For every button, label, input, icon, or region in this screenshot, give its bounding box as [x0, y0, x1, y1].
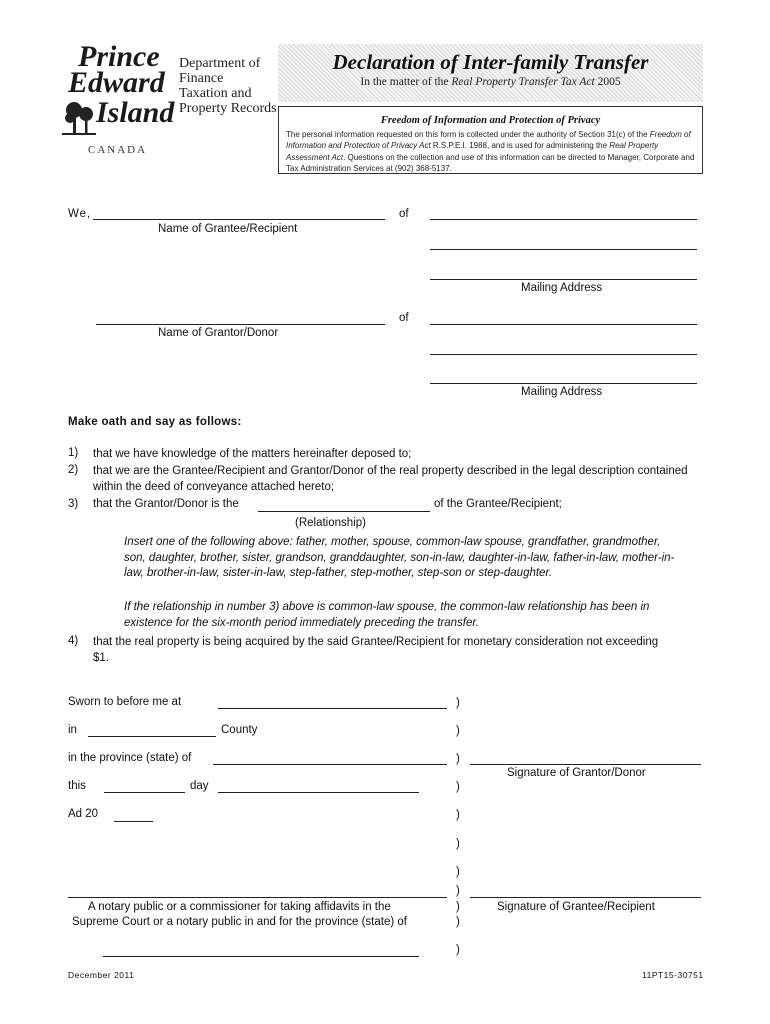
- grantee-name-label: Name of Grantee/Recipient: [158, 223, 298, 235]
- paren-1: ): [456, 697, 460, 709]
- relationship-label: (Relationship): [295, 517, 366, 529]
- privacy-text: The personal information requested on this form is collected under the authority of Section 31(c) of the Freedom of Information and Protection of Privacy Act R.S.P.E.I. 1988, and is used for administering the Real Property Assessment Act. Questions on the collection and use of this information can be directed to Manager, Corporate and Tax Administration Services at (902) 368-5137.: [286, 130, 695, 173]
- item1-number: 1): [68, 447, 79, 459]
- grantor-address-field-2[interactable]: [430, 354, 697, 355]
- department-block: [179, 56, 277, 116]
- notary-line-2: Supreme Court or a notary public in and for the province (state) of: [72, 916, 407, 928]
- grantee-of-label: of: [399, 208, 409, 220]
- oath-heading: Make oath and say as follows:: [68, 416, 242, 428]
- notary-signature-field[interactable]: [68, 897, 447, 898]
- dept-line4: Property Records: [179, 101, 277, 116]
- paren-11: ): [456, 944, 460, 956]
- item2-text: that we are the Grantee/Recipient and Grantor/Donor of the real property described in the legal description contained within the deed of conveyance attached hereto;: [93, 465, 688, 493]
- item1-text: that we have knowledge of the matters hereinafter deposed to;: [93, 448, 412, 460]
- paren-8: ): [456, 885, 460, 897]
- item3-text-a: that the Grantor/Donor is the: [93, 498, 239, 510]
- county-field[interactable]: [88, 736, 216, 737]
- item4-text: that the real property is being acquired by the said Grantee/Recipient for monetary consideration not exceeding $1.: [93, 636, 659, 664]
- tree-icon: [62, 100, 96, 138]
- grantor-mailing-label: Mailing Address: [521, 386, 603, 398]
- logo-edward: Edward: [68, 66, 165, 99]
- logo-island: Island: [96, 96, 175, 129]
- ad-label: Ad 20: [68, 808, 99, 820]
- grantee-mailing-label: Mailing Address: [521, 282, 603, 294]
- privacy-heading: Freedom of Information and Protection of Privacy: [380, 115, 601, 126]
- sworn-at-field[interactable]: [218, 708, 447, 709]
- insert-note: Insert one of the following above: father, mother, spouse, common-law spouse, grandfather, grandmother, son, daughter, brother, sister, grandson, granddaughter, son-in-law, daughter-in-law, father-in-law, mother-in-law, brother-in-law, sister-in-law, step-father, step-mother, step-son or step-daughter.: [124, 536, 675, 579]
- grantee-signature-label: Signature of Grantee/Recipient: [497, 901, 655, 913]
- grantee-signature-field[interactable]: [470, 897, 701, 898]
- pei-logo: [58, 40, 175, 160]
- grantor-of-label: of: [399, 312, 409, 324]
- footer-date: December 2011: [68, 970, 135, 980]
- province-label: in the province (state) of: [68, 752, 192, 764]
- paren-4: ): [456, 781, 460, 793]
- we-label: We,: [68, 208, 92, 220]
- common-law-note: If the relationship in number 3) above is common-law spouse, the common-law relationship has been in existence for the six-month period immediately preceding the transfer.: [124, 601, 650, 629]
- grantee-name-field[interactable]: [93, 219, 385, 220]
- page-title: Declaration of Inter-family Transfer: [332, 50, 649, 74]
- county-label: County: [221, 724, 258, 736]
- item3-number: 3): [68, 498, 79, 510]
- year-field[interactable]: [114, 821, 153, 822]
- grantee-address-field-1[interactable]: [430, 219, 697, 220]
- notary-line-1: A notary public or a commissioner for taking affidavits in the: [88, 901, 391, 913]
- paren-3: ): [456, 753, 460, 765]
- grantor-address-field-3[interactable]: [430, 383, 697, 384]
- paren-10: ): [456, 916, 460, 928]
- footer-form-id: 11PT15-30751: [642, 970, 704, 980]
- dept-line3: Taxation and: [179, 86, 252, 101]
- notary-province-field[interactable]: [103, 956, 419, 957]
- grantor-signature-field[interactable]: [470, 764, 701, 765]
- relationship-field[interactable]: [258, 511, 430, 512]
- month-field[interactable]: [218, 792, 419, 793]
- day-label: day: [190, 780, 209, 792]
- paren-6: ): [456, 838, 460, 850]
- in-label: in: [68, 724, 77, 736]
- grantor-name-field[interactable]: [96, 324, 385, 325]
- day-number-field[interactable]: [104, 792, 185, 793]
- item2-number: 2): [68, 464, 79, 476]
- paren-5: ): [456, 809, 460, 821]
- logo-country: CANADA: [88, 144, 148, 156]
- item4-number: 4): [68, 635, 79, 647]
- grantor-address-field-1[interactable]: [430, 324, 697, 325]
- logo-prince: Prince: [78, 40, 160, 73]
- grantor-signature-label: Signature of Grantor/Donor: [507, 767, 646, 779]
- privacy-notice: [278, 106, 703, 174]
- item3-text-b: of the Grantee/Recipient;: [434, 498, 562, 510]
- dept-line2: Finance: [179, 71, 224, 86]
- paren-7: ): [456, 866, 460, 878]
- grantor-name-label: Name of Grantor/Donor: [158, 327, 279, 339]
- sworn-at-label: Sworn to before me at: [68, 696, 182, 708]
- page-subtitle: In the matter of the Real Property Transfer Tax Act 2005: [360, 76, 621, 88]
- paren-2: ): [456, 725, 460, 737]
- grantee-address-field-3[interactable]: [430, 279, 697, 280]
- grantee-address-field-2[interactable]: [430, 249, 697, 250]
- paren-9: ): [456, 901, 460, 913]
- this-label: this: [68, 780, 86, 792]
- province-field[interactable]: [213, 764, 447, 765]
- dept-line1: Department of: [179, 56, 261, 71]
- title-banner: [278, 44, 703, 102]
